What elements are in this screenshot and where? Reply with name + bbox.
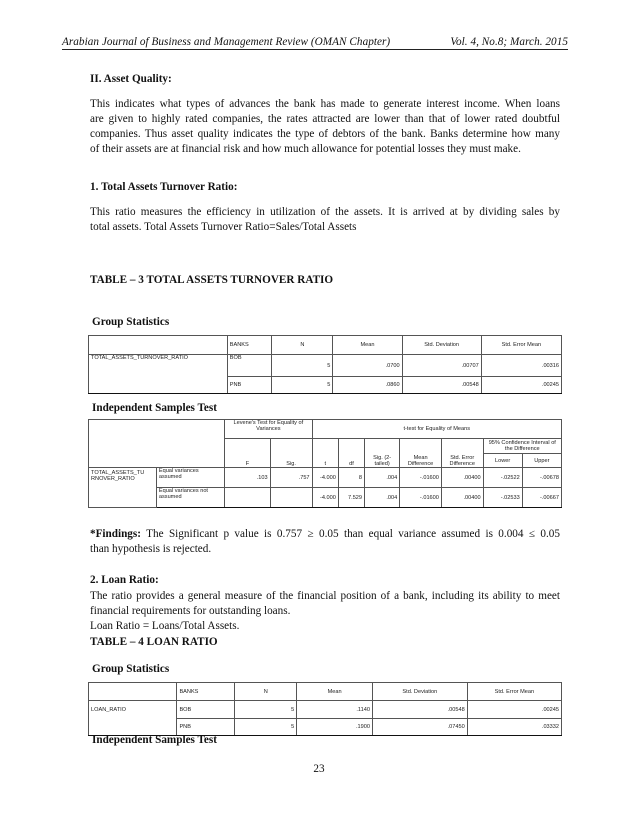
ttest-header: t-test for Equality of Means xyxy=(312,420,561,439)
table3-independent-samples xyxy=(88,419,562,508)
table-header-cell: Mean xyxy=(297,683,373,701)
paragraph-line: total assets. Total Assets Turnover Ratio=Sales/Total Assets xyxy=(90,221,357,233)
paragraph-line: are given to highly rated companies, the rates attracted are lower than that of lower rated doubtful xyxy=(90,113,560,125)
n-cell: 5 xyxy=(272,355,333,377)
table-cell: .00400 xyxy=(441,468,483,488)
table-cell xyxy=(89,420,225,468)
sd-cell: .07450 xyxy=(372,719,467,736)
table-cell: 7.529 xyxy=(338,488,364,508)
table4-title: TABLE – 4 LOAN RATIO xyxy=(90,636,218,648)
paragraph-line: companies. Thus asset quality indicates the type of debtors of the bank. Banks determine how many xyxy=(90,128,560,140)
table-header-row xyxy=(89,683,562,701)
se-cell: .00245 xyxy=(481,377,561,394)
mean-cell: .0700 xyxy=(333,355,402,377)
table-header-cell: Mean xyxy=(333,336,402,355)
table3-group-stats-title: Group Statistics xyxy=(92,316,170,328)
bank-cell: BOB xyxy=(227,355,272,377)
table-header-cell: BANKS xyxy=(227,336,272,355)
n-cell: 5 xyxy=(272,377,333,394)
se-cell: .00316 xyxy=(481,355,561,377)
table-cell xyxy=(89,336,228,355)
table-cell: -.00667 xyxy=(522,488,561,508)
table-cell: -.00678 xyxy=(522,468,561,488)
paragraph-line: Loan Ratio = Loans/Total Assets. xyxy=(90,620,240,632)
table3-group-stats xyxy=(88,335,562,394)
table-header-cell: BANKS xyxy=(177,683,235,701)
loan-heading: 2. Loan Ratio: xyxy=(90,574,159,586)
sd-cell: .00707 xyxy=(402,355,481,377)
table-header-cell: Upper xyxy=(522,454,561,468)
table-header-cell: Sig. xyxy=(270,439,312,468)
table-row xyxy=(89,377,562,394)
levene-header: Levene's Test for Equality of Variances xyxy=(225,420,312,439)
table-header-cell: t xyxy=(312,439,338,468)
tat-heading: 1. Total Assets Turnover Ratio: xyxy=(90,181,238,193)
table-cell xyxy=(89,719,177,736)
page-number: 23 xyxy=(313,763,325,775)
table-cell xyxy=(89,377,228,394)
row-label-cell: Equal variances not assumed xyxy=(156,488,224,508)
findings-paragraph xyxy=(90,527,560,557)
table3-ind-title: Independent Samples Test xyxy=(92,402,217,414)
loan-paragraph xyxy=(90,589,560,634)
variable-line: RNOVER_RATIO xyxy=(91,476,135,482)
table-header-cell: Std. Error Difference xyxy=(441,439,483,468)
table-row xyxy=(89,468,562,488)
table-row xyxy=(89,488,562,508)
table4-group-stats xyxy=(88,682,562,736)
findings-line: than hypothesis is rejected. xyxy=(90,543,212,555)
paragraph-line: financial requirements for outstanding loans. xyxy=(90,605,291,617)
variable-line: TOTAL_ASSETS_TU xyxy=(91,470,145,476)
table-header-cell: Mean Difference xyxy=(400,439,442,468)
variable-cell: LOAN_RATIO xyxy=(89,701,177,719)
table-header-cell: Std. Deviation xyxy=(372,683,467,701)
asset-quality-heading: II. Asset Quality: xyxy=(90,73,172,85)
table-cell: .757 xyxy=(270,468,312,488)
n-cell: 5 xyxy=(235,701,297,719)
findings-label: *Findings: xyxy=(90,528,141,540)
table-header-row xyxy=(89,336,562,355)
running-header xyxy=(62,36,568,50)
bank-cell: BOB xyxy=(177,701,235,719)
table-header-cell: N xyxy=(235,683,297,701)
paragraph-line: This indicates what types of advances the bank has made to generate interest income. When loans xyxy=(90,98,560,110)
table-header-row xyxy=(89,420,562,439)
table-row xyxy=(89,701,562,719)
paragraph-line: This ratio measures the efficiency in utilization of the assets. It is arrived at by dividing sales by xyxy=(90,206,560,218)
table-cell: .103 xyxy=(225,468,270,488)
table-cell: -.01600 xyxy=(400,468,442,488)
table-cell xyxy=(270,488,312,508)
table4-ind-title: Independent Samples Test xyxy=(92,734,217,746)
table-row xyxy=(89,355,562,377)
paragraph-line: of their assets are at financial risk and how much allowance for potential losses they must make. xyxy=(90,143,521,155)
table-header-cell: F xyxy=(225,439,270,468)
table-cell: -.02533 xyxy=(483,488,522,508)
findings-line xyxy=(90,527,560,542)
table-header-cell: Std. Error Mean xyxy=(467,683,561,701)
table-cell: .004 xyxy=(365,488,400,508)
bank-cell: PNB xyxy=(227,377,272,394)
table-row xyxy=(89,719,562,736)
asset-quality-paragraph xyxy=(90,97,560,157)
table4-group-stats-title: Group Statistics xyxy=(92,663,170,675)
journal-title: Arabian Journal of Business and Management Review (OMAN Chapter) xyxy=(62,36,391,48)
table-header-cell: N xyxy=(272,336,333,355)
n-cell: 5 xyxy=(235,719,297,736)
table-header-cell: Std. Deviation xyxy=(402,336,481,355)
table-header-cell: Lower xyxy=(483,454,522,468)
se-cell: .00245 xyxy=(467,701,561,719)
paragraph-line: The ratio provides a general measure of the financial position of a bank, including its ability to meet xyxy=(90,590,560,602)
mean-cell: .1140 xyxy=(297,701,373,719)
variable-cell xyxy=(89,468,157,508)
table-cell: -4.000 xyxy=(312,468,338,488)
table-cell: .004 xyxy=(365,468,400,488)
mean-cell: .0860 xyxy=(333,377,402,394)
table-cell: -.02522 xyxy=(483,468,522,488)
journal-volume: Vol. 4, No.8; March. 2015 xyxy=(450,36,568,48)
table-cell xyxy=(225,488,270,508)
bank-cell: PNB xyxy=(177,719,235,736)
table-cell: -4.000 xyxy=(312,488,338,508)
table-cell: .00400 xyxy=(441,488,483,508)
table3-title: TABLE – 3 TOTAL ASSETS TURNOVER RATIO xyxy=(90,274,334,286)
mean-cell: .1900 xyxy=(297,719,373,736)
findings-text: The Significant p value is 0.757 ≥ 0.05 than equal variance assumed is 0.004 ≤ 0.05 xyxy=(140,528,560,540)
table-header-cell: Sig. (2-tailed) xyxy=(365,439,400,468)
table-cell xyxy=(89,683,177,701)
sd-cell: .00548 xyxy=(402,377,481,394)
sd-cell: .00548 xyxy=(372,701,467,719)
table-header-cell: df xyxy=(338,439,364,468)
table-header-cell: Std. Error Mean xyxy=(481,336,561,355)
table-cell: -.01600 xyxy=(400,488,442,508)
ci-header: 95% Confidence Interval of the Difference xyxy=(483,439,561,454)
table-cell: 8 xyxy=(338,468,364,488)
tat-paragraph xyxy=(90,205,560,235)
variable-cell: TOTAL_ASSETS_TURNOVER_RATIO xyxy=(89,355,228,377)
se-cell: .03332 xyxy=(467,719,561,736)
row-label-cell: Equal variances assumed xyxy=(156,468,224,488)
